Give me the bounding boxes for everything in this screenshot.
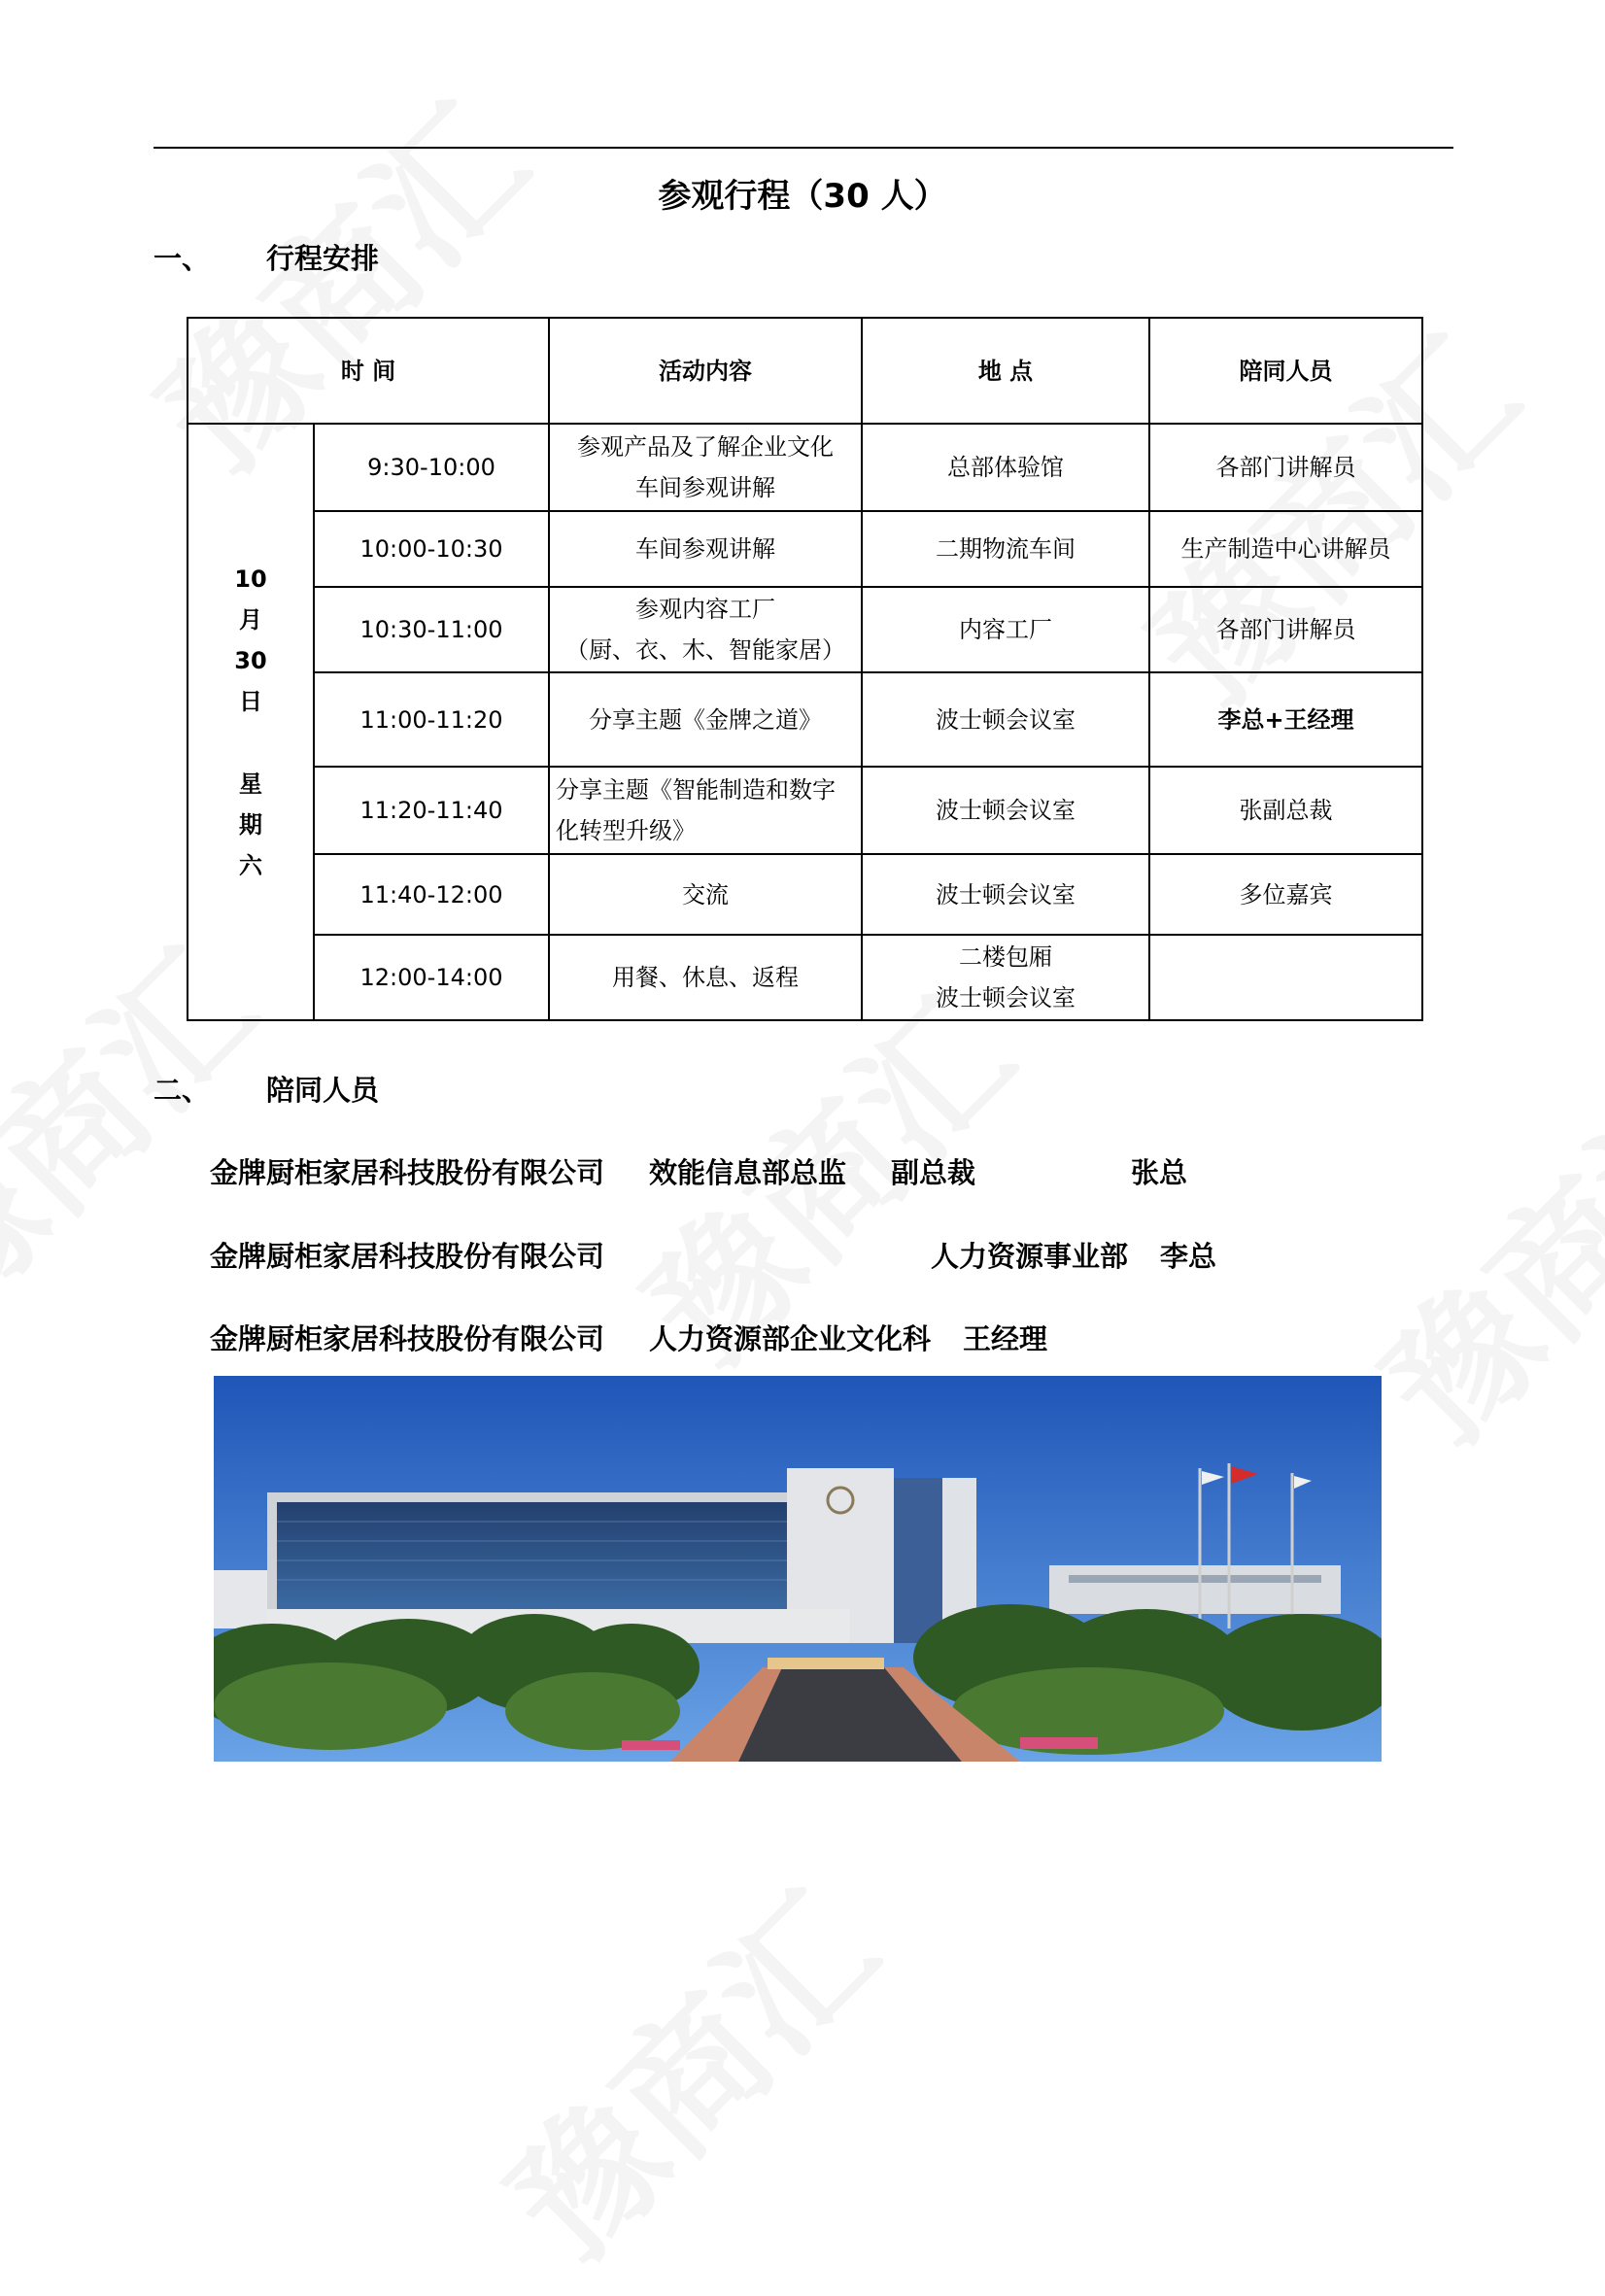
- section-heading-attendees: [154, 1069, 379, 1109]
- header-location: 地 点: [862, 318, 1149, 424]
- time-cell: 9:30-10:00: [314, 424, 549, 511]
- section-label: 行程安排: [266, 242, 380, 275]
- time-cell: 11:40-12:00: [314, 854, 549, 935]
- staff-cell: 各部门讲解员: [1149, 424, 1422, 511]
- staff-cell: [1149, 935, 1422, 1020]
- staff-cell: 张副总裁: [1149, 767, 1422, 854]
- date-cell: 10 月 30 日 星 期 六: [188, 424, 314, 1020]
- table-header-row: [188, 318, 1422, 424]
- location-cell: 波士顿会议室: [862, 767, 1149, 854]
- table-row: [188, 854, 1422, 935]
- section-heading-schedule: [154, 237, 379, 277]
- attendee-name: 王经理: [963, 1322, 1048, 1355]
- table-row: [188, 587, 1422, 672]
- activity-cell: 参观产品及了解企业文化 车间参观讲解: [549, 424, 862, 511]
- attendee-dept: 人力资源事业部: [931, 1240, 1129, 1273]
- activity-cell: 分享主题《智能制造和数字 化转型升级》: [549, 767, 862, 854]
- table-row: [188, 511, 1422, 587]
- section-number: 二、: [154, 1074, 211, 1107]
- page-title: 参观行程（30 人）: [658, 177, 947, 216]
- header-activity: 活动内容: [549, 318, 862, 424]
- activity-cell: 车间参观讲解: [549, 511, 862, 587]
- table-row: [188, 672, 1422, 767]
- staff-cell: 多位嘉宾: [1149, 854, 1422, 935]
- attendee-company: 金牌厨柜家居科技股份有限公司: [210, 1240, 605, 1273]
- attendee-dept: 人力资源部企业文化科: [649, 1322, 932, 1355]
- header-staff: 陪同人员: [1149, 318, 1422, 424]
- attendee-company: 金牌厨柜家居科技股份有限公司: [210, 1322, 605, 1355]
- table-row: [188, 424, 1422, 511]
- location-cell: 波士顿会议室: [862, 672, 1149, 767]
- attendee-dept: 效能信息部总监: [649, 1156, 847, 1189]
- staff-cell: 生产制造中心讲解员: [1149, 511, 1422, 587]
- attendee-company: 金牌厨柜家居科技股份有限公司: [210, 1156, 605, 1189]
- attendee-name: 李总: [1160, 1240, 1217, 1273]
- location-cell: 总部体验馆: [862, 424, 1149, 511]
- activity-cell: 参观内容工厂 （厨、衣、木、智能家居）: [549, 587, 862, 672]
- headquarters-photo: [214, 1376, 1382, 1762]
- time-cell: 11:00-11:20: [314, 672, 549, 767]
- header-time: 时 间: [188, 318, 549, 424]
- table-row: [188, 767, 1422, 854]
- table-row: [188, 935, 1422, 1020]
- attendee-name: 张总: [1131, 1156, 1188, 1189]
- location-cell: 内容工厂: [862, 587, 1149, 672]
- schedule-table: [187, 317, 1423, 1021]
- attendee-title: 副总裁: [891, 1156, 976, 1189]
- activity-cell: 用餐、休息、返程: [549, 935, 862, 1020]
- time-cell: 11:20-11:40: [314, 767, 549, 854]
- section-number: 一、: [154, 242, 211, 275]
- location-cell: 二期物流车间: [862, 511, 1149, 587]
- time-cell: 10:00-10:30: [314, 511, 549, 587]
- activity-cell: 分享主题《金牌之道》: [549, 672, 862, 767]
- staff-cell: 各部门讲解员: [1149, 587, 1422, 672]
- activity-cell: 交流: [549, 854, 862, 935]
- location-cell: 波士顿会议室: [862, 854, 1149, 935]
- location-cell: 二楼包厢 波士顿会议室: [862, 935, 1149, 1020]
- section-label: 陪同人员: [266, 1074, 380, 1107]
- staff-cell: 李总+王经理: [1149, 672, 1422, 767]
- watermark: [457, 1839, 914, 2296]
- header-rule: [154, 147, 1453, 149]
- time-cell: 12:00-14:00: [314, 935, 549, 1020]
- time-cell: 10:30-11:00: [314, 587, 549, 672]
